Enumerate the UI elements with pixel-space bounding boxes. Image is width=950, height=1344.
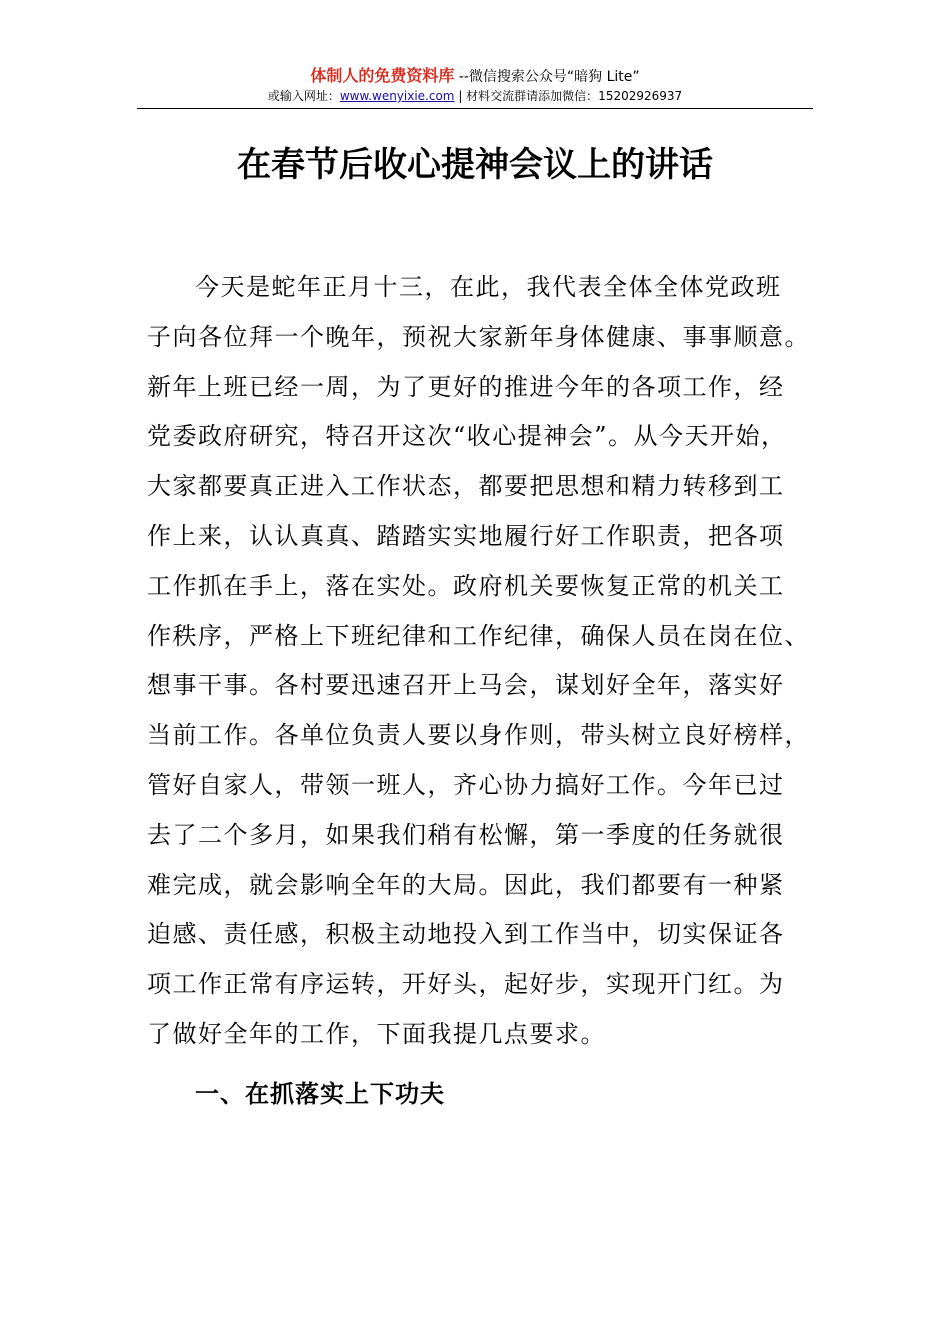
paragraph-line: 工作抓在手上，落在实处。政府机关要恢复正常的机关工 bbox=[147, 571, 785, 600]
header-banner bbox=[137, 66, 813, 87]
paragraph-line: 难完成，就会影响全年的大局。因此，我们都要有一种紧 bbox=[147, 870, 785, 899]
paragraph-line: 想事干事。各村要迅速召开上马会，谋划好全年，落实好 bbox=[147, 671, 785, 700]
paragraph-line: 项工作正常有序运转，开好头，起好步，实现开门红。为 bbox=[147, 970, 785, 999]
page-header bbox=[137, 66, 813, 105]
wechat-note: --微信搜索公众号“暗狗 Lite” bbox=[458, 69, 640, 85]
paragraph-line: 作上来，认认真真、踏踏实实地履行好工作职责，把各项 bbox=[147, 521, 785, 550]
paragraph-line: 子向各位拜一个晚年，预祝大家新年身体健康、事事顺意。 bbox=[147, 322, 810, 351]
header-divider bbox=[137, 108, 813, 109]
paragraph-line: 当前工作。各单位负责人要以身作则，带头树立良好榜样， bbox=[147, 721, 810, 750]
paragraph-line: 作秩序，严格上下班纪律和工作纪律，确保人员在岗在位、 bbox=[147, 621, 810, 650]
paragraph-line: 新年上班已经一周，为了更好的推进今年的各项工作，经 bbox=[147, 372, 785, 401]
document-body bbox=[147, 263, 810, 1060]
brand-name: 体制人的免费资料库 bbox=[310, 66, 455, 85]
paragraph-line: 了做好全年的工作，下面我提几点要求。 bbox=[147, 1019, 606, 1048]
section-heading: 一、在抓落实上下功夫 bbox=[195, 1080, 445, 1108]
paragraph-line: 大家都要真正进入工作状态，都要把思想和精力转移到工 bbox=[147, 472, 785, 501]
contact-info: | 材料交流群请添加微信：15202926937 bbox=[458, 89, 683, 103]
paragraph-line: 管好自家人，带领一班人，齐心协力搞好工作。今年已过 bbox=[147, 770, 785, 799]
website-link[interactable]: www.wenyixie.com bbox=[339, 89, 455, 103]
document-title: 在春节后收心提神会议上的讲话 bbox=[237, 145, 713, 185]
paragraph-line: 迫感、责任感，积极主动地投入到工作当中，切实保证各 bbox=[147, 920, 785, 949]
url-prefix: 或输入网址： bbox=[267, 89, 340, 103]
header-contact-line bbox=[137, 87, 813, 105]
paragraph-line: 党委政府研究，特召开这次“收心提神会”。从今天开始， bbox=[147, 422, 787, 451]
paragraph-line: 今天是蛇年正月十三，在此，我代表全体全体党政班 bbox=[195, 273, 782, 301]
paragraph-line: 去了二个多月，如果我们稍有松懈，第一季度的任务就很 bbox=[147, 820, 785, 849]
